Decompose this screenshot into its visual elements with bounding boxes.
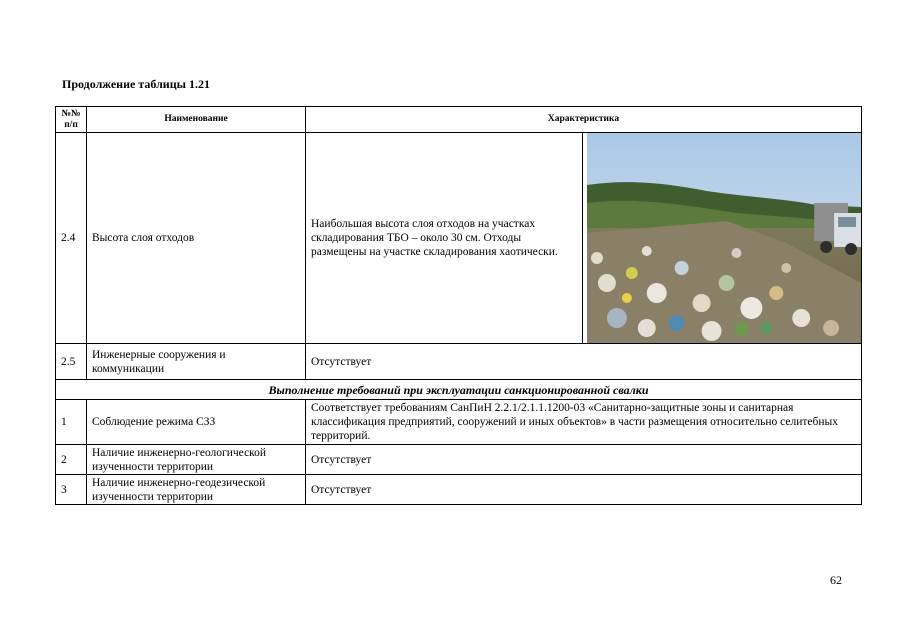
- table-row: [56, 445, 862, 475]
- row-name: Инженерные сооружения и коммуникации: [87, 344, 306, 380]
- row-num: 2.5: [56, 344, 87, 380]
- row-value: Отсутствует: [306, 445, 862, 475]
- row-name: Наличие инженерно-геодезической изученности территории: [87, 475, 306, 505]
- header-name: Наименование: [87, 107, 306, 133]
- page-number: 62: [830, 573, 842, 587]
- table-row: [56, 133, 862, 344]
- section-title: Выполнение требований при эксплуатации санкционированной свалки: [56, 380, 862, 400]
- row-name: Соблюдение режима СЗЗ: [87, 400, 306, 445]
- landfill-photo: [587, 133, 861, 343]
- table-header-row: [56, 107, 862, 133]
- table-row: [56, 475, 862, 505]
- row-value: Наибольшая высота слоя отходов на участках складирования ТБО – около 30 см. Отходы размещены на участке складирования хаотически.: [306, 133, 583, 344]
- row-num: 1: [56, 400, 87, 445]
- row-value: Отсутствует: [306, 344, 862, 380]
- section-row: [56, 380, 862, 400]
- row-num: 2.4: [56, 133, 87, 344]
- row-num: 3: [56, 475, 87, 505]
- photo-cell: [583, 133, 862, 344]
- header-characteristic: Характеристика: [306, 107, 862, 133]
- row-name: Наличие инженерно-геологической изученности территории: [87, 445, 306, 475]
- row-name: Высота слоя отходов: [87, 133, 306, 344]
- table-row: [56, 400, 862, 445]
- landfill-photo-image: [587, 133, 861, 343]
- characteristics-table: [55, 106, 862, 505]
- row-num: 2: [56, 445, 87, 475]
- header-num: №№ п/п: [56, 107, 87, 133]
- table-row: [56, 344, 862, 380]
- row-value: Отсутствует: [306, 475, 862, 505]
- table-caption: Продолжение таблицы 1.21: [62, 77, 211, 91]
- row-value: Соответствует требованиям СанПиН 2.2.1/2.1.1.1200-03 «Санитарно-защитные зоны и санитарная классификация предприятий, сооружений и иных объектов» в части размещения относительно селитебных территорий.: [306, 400, 862, 445]
